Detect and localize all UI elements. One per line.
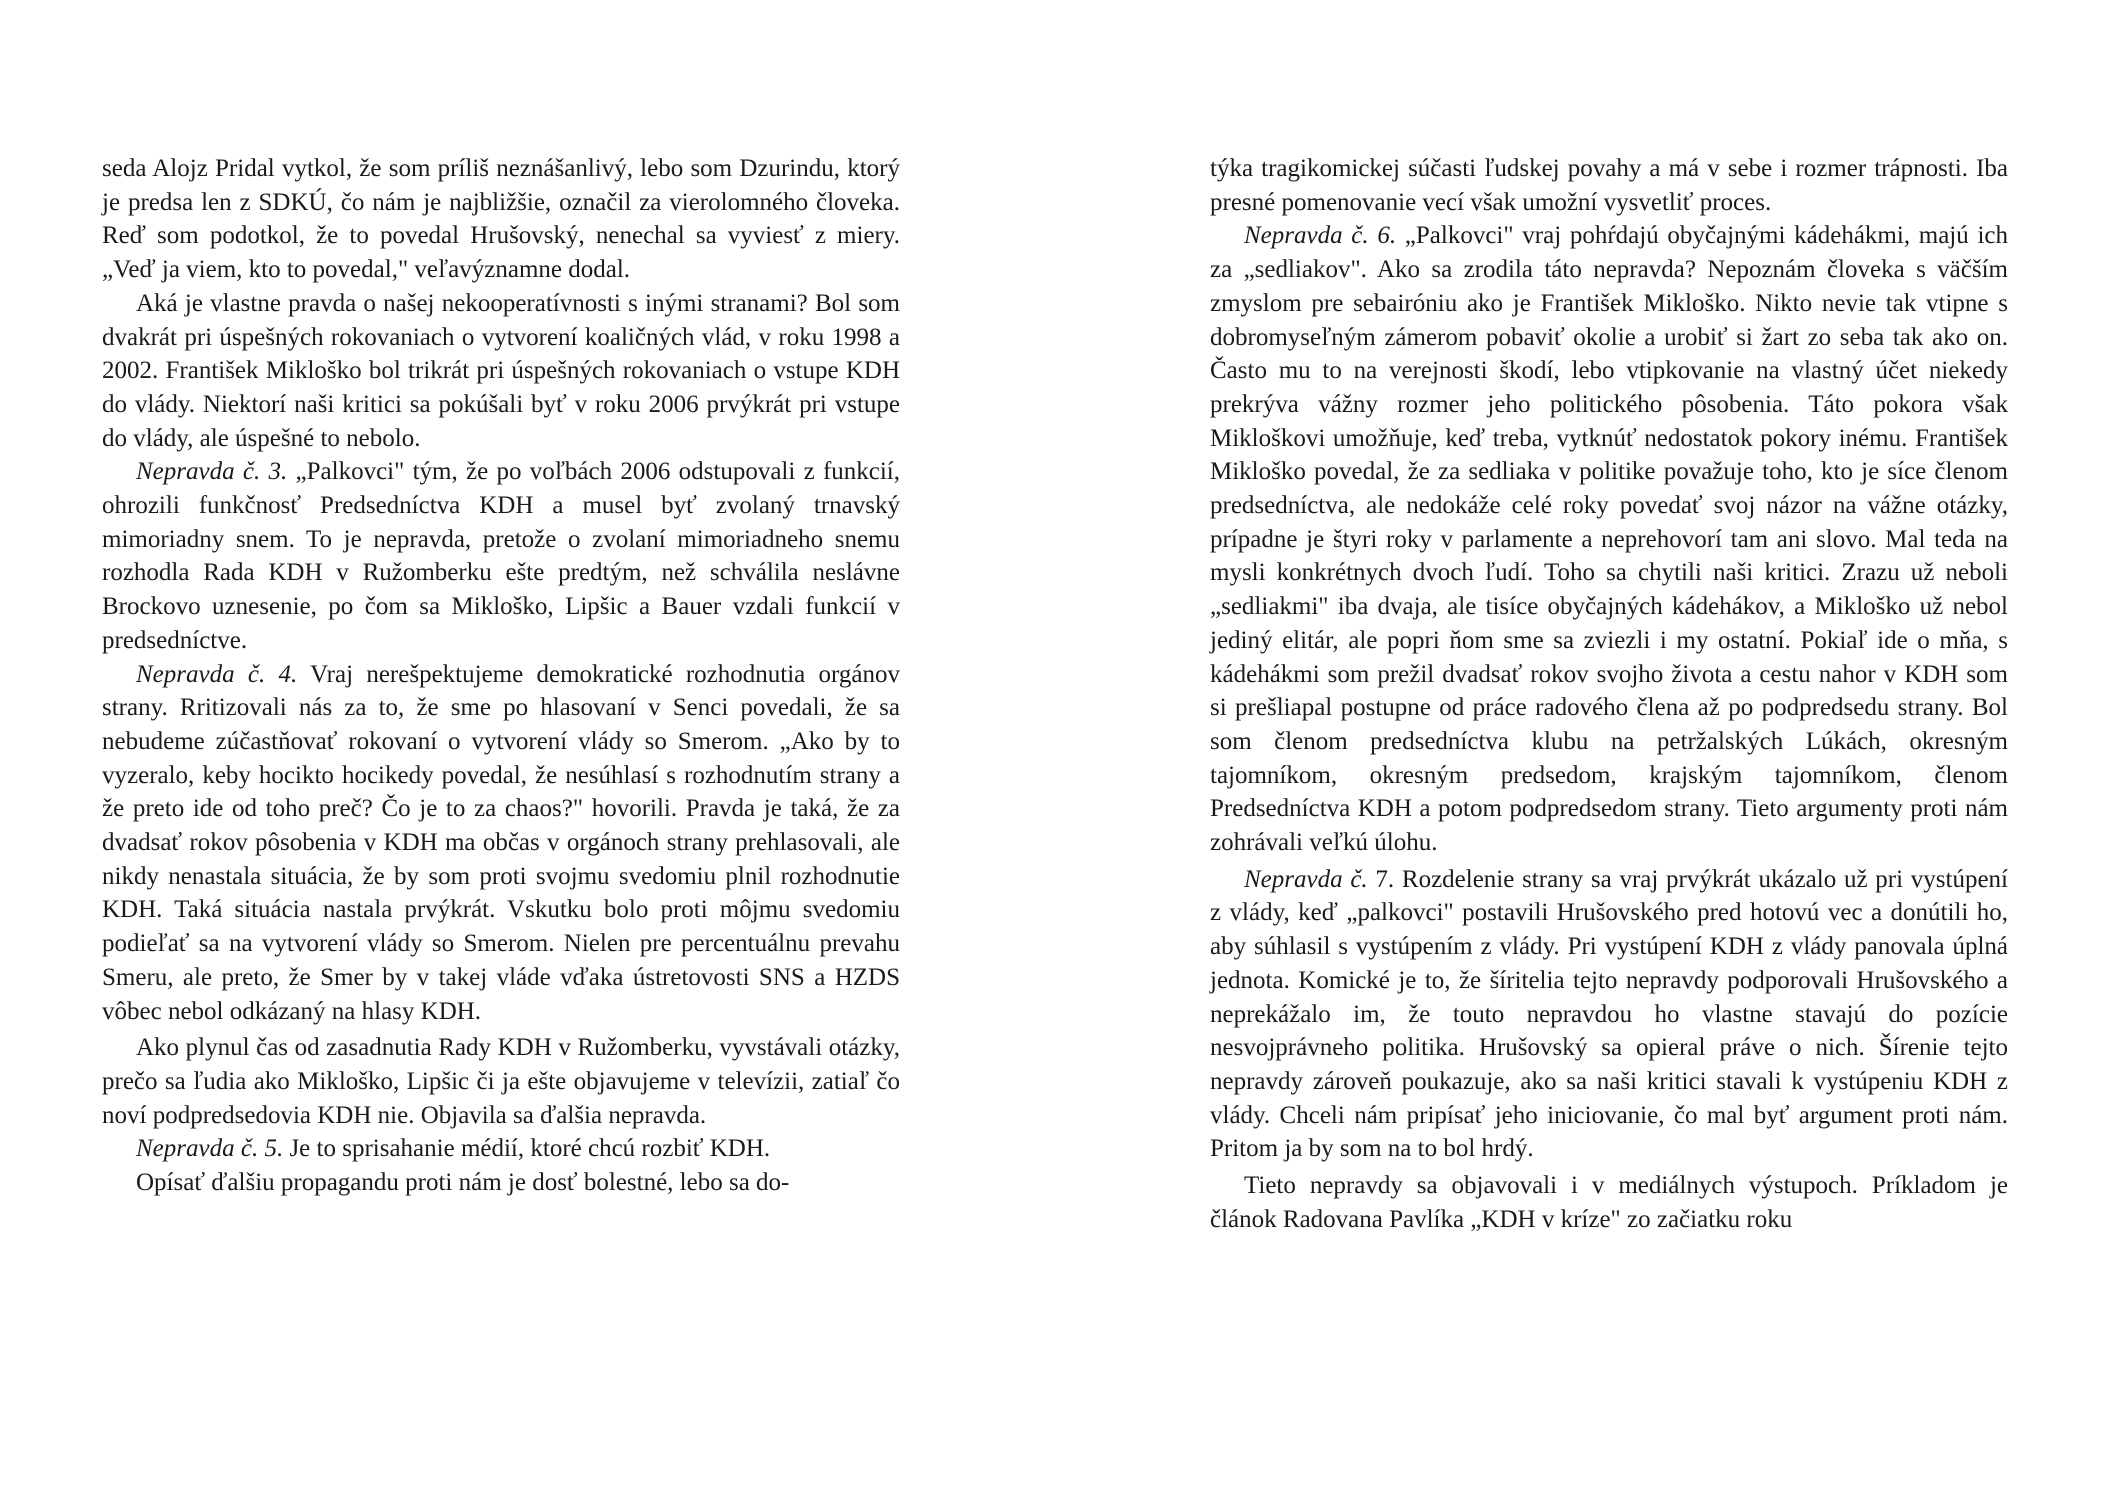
paragraph-text: Tieto nepravdy sa objavovali i v mediálnych výstupoch. Príkladom je článok Radovana Pavlíka „KDH v kríze" zo začiatku roku (1210, 1172, 2008, 1233)
paragraph (102, 152, 900, 287)
paragraph-text: „Palkovci" vraj pohŕdajú obyčajnými kádehákmi, majú ich za „sedliakov". Ako sa zrodila táto nepravda? Nepoznám človeka s väčším zmyslom pre sebairóniu ako je František Mikloško. Nikto nevie tak vtipne s dobromyseľným zámerom pobaviť okolie a urobiť si žart zo seba tak ako on. Často mu to na verejnosti škodí, lebo vtipkovanie na vlastný účet niekedy prekrýva vážny rozmer jeho politického pôsobenia. Táto pokora však Mikloškovi umožňuje, keď treba, vytknúť nedostatok pokory inému. František Mikloško povedal, že za sedliaka v politike považuje toho, kto je síce členom predsedníctva, ale nedokáže celé roky povedať svoj názor na vážne otázky, prípadne je štyri roky v parlamente a neprehovorí tam ani slovo. Mal teda na mysli konkrétnych dvoch ľudí. Toho sa chytili naši kritici. Zrazu už neboli „sedliakmi" iba dvaja, ale tisíce obyčajných kádehákov, a Mikloško už nebol jediný elitár, ale popri ňom sme sa zviezli i my ostatní. Pokiaľ ide o mňa, s kádehákmi som prežil dvadsať rokov svojho života a cestu nahor v KDH som si prešliapal postupne od práce radového člena až po podpredsedu strany. Bol som členom predsedníctva klubu na petržalských Lúkách, okresným tajomníkom, okresným predsedom, krajským tajomníkom, členom Predsedníctva KDH a potom podpredsedom strany. Tieto argumenty proti nám zohrávali veľkú úlohu. (1210, 222, 2008, 857)
paragraph-text: týka tragikomickej súčasti ľudskej povahy a má v sebe i rozmer trápnosti. Iba presné pomenovanie vecí však umožní vysvetliť proces. (1210, 155, 2008, 216)
paragraph (102, 455, 900, 657)
paragraph-text: „Palkovci" tým, že po voľbách 2006 odstupovali z funkcií, ohrozili funkčnosť Predsedníctva KDH a musel byť zvolaný trnavský mimoriadny snem. To je nepravda, pretože o zvolaní mimoriadneho snemu rozhodla Rada KDH v Ružomberku ešte predtým, než schválila neslávne Brockovo uznesenie, po čom sa Mikloško, Lipšic a Bauer vzdali funkcií v predsedníctve. (102, 458, 901, 654)
paragraph (1210, 863, 2008, 1166)
paragraph (102, 658, 900, 1029)
paragraph-text: Je to sprisahanie médií, ktoré chcú rozbiť KDH. (289, 1135, 771, 1163)
untruth-label: Nepravda č. 6. (1244, 222, 1397, 250)
paragraph (1210, 1169, 2008, 1236)
paragraph-text: Opísať ďalšiu propagandu proti nám je dosť bolestné, lebo sa do- (136, 1169, 790, 1197)
paragraph (102, 1031, 900, 1132)
left-page (102, 152, 900, 1200)
paragraph (102, 1166, 900, 1200)
paragraph (102, 287, 900, 456)
paragraph-text: Vraj nerešpektujeme demokratické rozhodnutia orgánov strany. Rritizovali nás za to, že sme po hlasovaní v Senci povedali, že sa nebudeme zúčastňovať rokovaní o vytvorení vlády so Smerom. „Ako by to vyzeralo, keby hocikto hocikedy povedal, že nesúhlasí s rozhodnutím strany a že preto ide od toho preč? Čo je to za chaos?" hovorili. Pravda je taká, že za dvadsať rokov pôsobenia v KDH ma občas v orgánoch strany prehlasovali, ale nikdy nenastala situácia, že by som proti svojmu svedomiu plnil rozhodnutie KDH. Taká situácia nastala prvýkrát. Vskutku bolo proti môjmu svedomiu podieľať sa na vytvorení vlády so Smerom. Nielen pre percentuálnu prevahu Smeru, ale preto, že Smer by v takej vláde vďaka ústretovosti SNS a HZDS vôbec nebol odkázaný na hlasy KDH. (102, 660, 900, 1025)
untruth-label: Nepravda č. 3. (136, 458, 288, 486)
right-page (1210, 152, 2008, 1237)
paragraph-text: 7. Rozdelenie strany sa vraj prvýkrát ukázalo už pri vystúpení z vlády, keď „palkovci" postavili Hrušovského pred hotovú vec a donútili ho, aby súhlasil s vystúpením z vlády. Pri vystúpení KDH z vlády panovala úplná jednota. Komické je to, že šíritelia tejto nepravdy podporovali Hrušovského a neprekážalo im, že touto nepravdou ho vlastne stavajú do pozície nesvojprávneho politika. Hrušovský sa opieral práve o nich. Šírenie tejto nepravdy zároveň poukazuje, ako sa naši kritici stavali k vystúpeniu KDH z vlády. Chceli nám pripísať jeho iniciovanie, čo mal byť argument proti nám. Pritom ja by som na to bol hrdý. (1210, 865, 2008, 1163)
untruth-label: Nepravda č. (1244, 865, 1368, 893)
paragraph (1210, 219, 2008, 859)
paragraph-text: Aká je vlastne pravda o našej nekooperatívnosti s inými stranami? Bol som dvakrát pri úspešných rokovaniach o vytvorení koaličných vlád, v roku 1998 a 2002. František Mikloško bol trikrát pri úspešných rokovaniach o vstupe KDH do vlády. Niektorí naši kritici sa pokúšali byť v roku 2006 prvýkrát pri vstupe do vlády, ale úspešné to nebolo. (102, 289, 900, 452)
paragraph-text: seda Alojz Pridal vytkol, že som príliš neznášanlivý, lebo som Dzurindu, ktorý je predsa len z SDKÚ, čo nám je najbližšie, označil za vierolomného človeka. Reď som podotkol, že to povedal Hrušovský, nenechal sa vyviesť z miery. „Veď ja viem, kto to povedal," veľavýznamne dodal. (102, 155, 900, 284)
untruth-label: Nepravda č. 5. (136, 1135, 284, 1163)
untruth-label: Nepravda č. 4. (136, 660, 298, 688)
paragraph-text: Ako plynul čas od zasadnutia Rady KDH v Ružomberku, vyvstávali otázky, prečo sa ľudia ako Mikloško, Lipšic či ja ešte objavujeme v televízii, zatiaľ čo noví podpredsedovia KDH nie. Objavila sa ďalšia nepravda. (102, 1034, 900, 1129)
paragraph (1210, 152, 2008, 219)
paragraph (102, 1132, 900, 1166)
